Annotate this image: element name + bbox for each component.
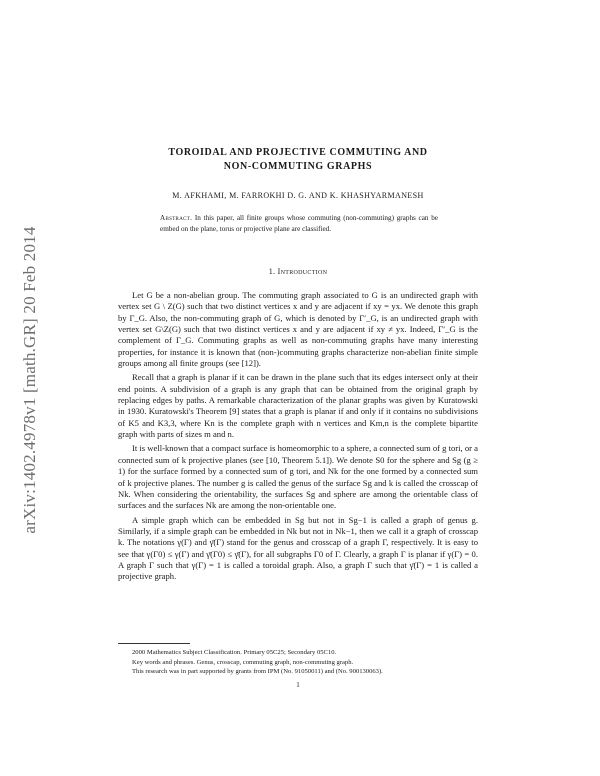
paragraph-4: A simple graph which can be embedded in Sg but not in Sg−1 is called a graph of genus g. Similarly, if a simple graph can be embedded in Nk but not in Nk−1, then we call it a graph of crosscap k. The notations γ(Γ) and γ̄(Γ) stand for the genus and crosscap of a graph Γ, respectively. It is easy to see that γ(Γ0) ≤ γ(Γ) and γ̄(Γ0) ≤ γ̄(Γ), for all subgraphs Γ0 of Γ. Clearly, a graph Γ is planar if γ(Γ) = 0. A graph Γ such that γ(Γ) = 1 is called a toroidal graph. Also, a graph Γ such that γ̄(Γ) = 1 is called a projective graph. <box>118 514 478 582</box>
paragraph-3: It is well-known that a compact surface is homeomorphic to a sphere, a connected sum of g tori, or a connected sum of k projective planes (see [10, Theorem 5.1]). We denote S0 for the sphere and Sg (g ≥ 1) for the surface formed by a connected sum of g tori, and Nk for the one formed by a connected sum of k projective planes. The number g is called the genus of the surface Sg and k is called the crosscap of Nk. When considering the orientability, the surfaces Sg and sphere are among the orientable class of surfaces and the surfaces Nk are among the non-orientable one. <box>118 443 478 511</box>
section-heading: 1. Introduction <box>268 267 328 276</box>
page-number: 1 <box>296 681 300 689</box>
title-line-2: NON-COMMUTING GRAPHS <box>223 161 373 172</box>
arxiv-identifier-text: arXiv:1402.4978v1 [math.GR] 20 Feb 2014 <box>20 226 39 534</box>
footnote-rule <box>118 643 190 644</box>
paragraph-2: Recall that a graph is planar if it can be drawn in the plane such that its edges intersect only at their end points. A subdivision of a graph is any graph that can be obtained from the original graph by replacing edges by paths. A remarkable characterization of the planar graphs was given by Kuratowski in 1930. Kuratowski's Theorem [9] states that a graph is planar if and only if it contains no subdivisions of K5 and K3,3, where Kn is the complete graph with n vertices and Km,n is the complete bipartite graph with parts of sizes m and n. <box>118 372 478 440</box>
paragraph-1: Let G be a non-abelian group. The commuting graph associated to G is an undirected graph with vertex set G \ Z(G) such that two distinct vertices x and y are adjacent if xy = yx. We denote this graph by Γ_G. Also, the non-commuting graph of G, which is denoted by Γ′_G, is an undirected graph with vertex set G\Z(G) such that two distinct vertices x and y are adjacent if xy ≠ yx. Indeed, Γ′_G is the complement of Γ_G. Commuting graphs as well as non-commuting graphs have many interesting properties, for instance it is known that (non-)commuting graphs characterize non-abelian finite simple groups among all finite groups (see [12]). <box>118 290 478 369</box>
title-line-1: TOROIDAL AND PROJECTIVE COMMUTING AND <box>168 147 428 158</box>
abstract-label: Abstract. <box>160 214 193 222</box>
abstract-text: In this paper, all finite groups whose commuting (non-commuting) graphs can be embed on the plane, torus or projective plane are classified. <box>160 214 438 233</box>
footnote-keywords: Key words and phrases. Genus, crosscap, commuting graph, non-commuting graph. <box>132 658 354 666</box>
author-list: M. AFKHAMI, M. FARROKHI D. G. AND K. KHASHYARMANESH <box>172 191 424 200</box>
footnote-msc: 2000 Mathematics Subject Classification. Primary 05C25; Secondary 05C10. <box>132 649 337 656</box>
body-text <box>118 290 478 583</box>
arxiv-identifier <box>12 192 48 568</box>
footnotes <box>118 648 478 677</box>
paper-title <box>118 146 478 174</box>
abstract <box>160 213 438 235</box>
footnote-funding: This research was in part supported by grants from IPM (No. 91050011) and (No. 900130063). <box>132 668 383 676</box>
